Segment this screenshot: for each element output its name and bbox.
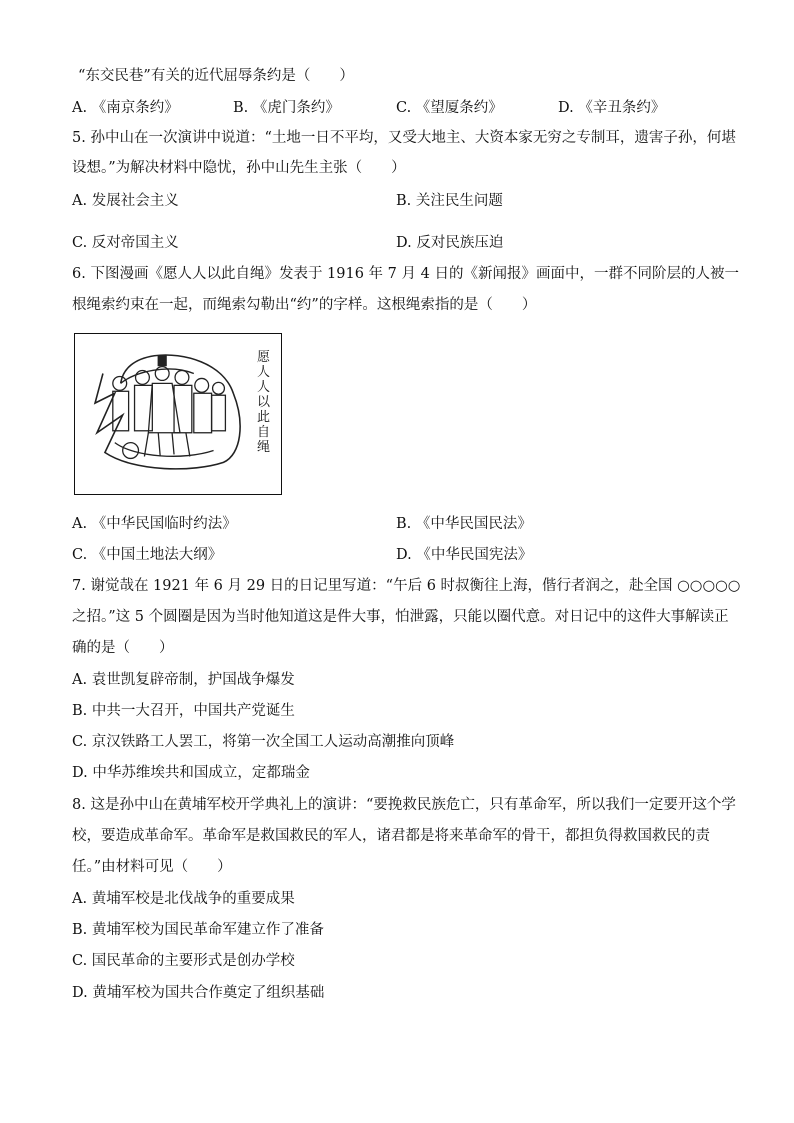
q7-stem-line-3: 确的是（ ）	[72, 640, 174, 656]
q8-option-b[interactable]: B. 黄埔军校为国民革命军建立作了准备	[72, 922, 324, 938]
q6-option-c[interactable]: C. 《中国土地法大纲》	[72, 547, 223, 563]
q8-stem-line-1: 8. 这是孙中山在黄埔军校开学典礼上的演讲：“要挽救民族危亡，只有革命军，所以我们一定要开这个学	[72, 797, 736, 813]
q8-stem-line-2: 校，要造成革命军。革命军是救国救民的军人，诸君都是将来革命军的骨干，都担负得救国救民的责	[72, 828, 710, 844]
q8-option-a[interactable]: A. 黄埔军校是北伐战争的重要成果	[72, 891, 295, 907]
q7-option-d[interactable]: D. 中华苏维埃共和国成立，定都瑞金	[72, 765, 310, 781]
q4-option-a[interactable]: A. 《南京条约》	[72, 100, 179, 116]
q8-option-c[interactable]: C. 国民革命的主要形式是创办学校	[72, 953, 295, 969]
q5-option-b[interactable]: B. 关注民生问题	[396, 193, 503, 209]
q7-option-c[interactable]: C. 京汉铁路工人罢工，将第一次全国工人运动高潮推向顶峰	[72, 734, 455, 750]
q7-stem-line-2: 之招。”这 5 个圆圈是因为当时他知道这是件大事，怕泄露，只能以圈代意。对日记中的这件大事解读正	[72, 609, 729, 625]
q6-stem-line-1: 6. 下图漫画《愿人人以此自绳》发表于 1916 年 7 月 4 日的《新闻报》画面中，一群不同阶层的人被一	[72, 266, 739, 282]
q5-option-c[interactable]: C. 反对帝国主义	[72, 235, 179, 251]
q8-option-d[interactable]: D. 黄埔军校为国共合作奠定了组织基础	[72, 985, 325, 1001]
q7-option-a[interactable]: A. 袁世凯复辟帝制，护国战争爆发	[72, 672, 295, 688]
q6-stem-line-2: 根绳索约束在一起，而绳索勾勒出“约”的字样。这根绳索指的是（ ）	[72, 297, 537, 313]
q7-stem-line-1: 7. 谢觉哉在 1921 年 6 月 29 日的日记里写道：“午后 6 时叔衡往上海，偕行者润之，赴全国 ○○○○○	[72, 578, 741, 594]
q5-stem-line-2: 设想。”为解决材料中隐忧，孙中山先生主张（ ）	[72, 160, 406, 176]
q5-stem-line-1: 5. 孙中山在一次演讲中说道：“土地一日不平均，又受大地主、大资本家无穷之专制耳，遗害子孙，何堪	[72, 130, 736, 146]
cartoon-image	[74, 333, 282, 495]
q5-option-d[interactable]: D. 反对民族压迫	[396, 235, 504, 251]
q6-option-a[interactable]: A. 《中华民国临时约法》	[72, 516, 237, 532]
q6-option-d[interactable]: D. 《中华民国宪法》	[396, 547, 533, 563]
q8-stem-line-3: 任。”由材料可见（ ）	[72, 859, 232, 875]
q4-option-d[interactable]: D. 《辛丑条约》	[558, 100, 666, 116]
q5-option-a[interactable]: A. 发展社会主义	[72, 193, 179, 209]
q4-option-b[interactable]: B. 《虎门条约》	[233, 100, 340, 116]
q7-option-b[interactable]: B. 中共一大召开，中国共产党诞生	[72, 703, 295, 719]
cartoon-caption: 愿人人以此自绳	[257, 350, 271, 455]
q4-stem: “东交民巷”有关的近代屈辱条约是（ ）	[78, 68, 354, 84]
q6-option-b[interactable]: B. 《中华民国民法》	[396, 516, 532, 532]
q4-option-c[interactable]: C. 《望厦条约》	[396, 100, 503, 116]
